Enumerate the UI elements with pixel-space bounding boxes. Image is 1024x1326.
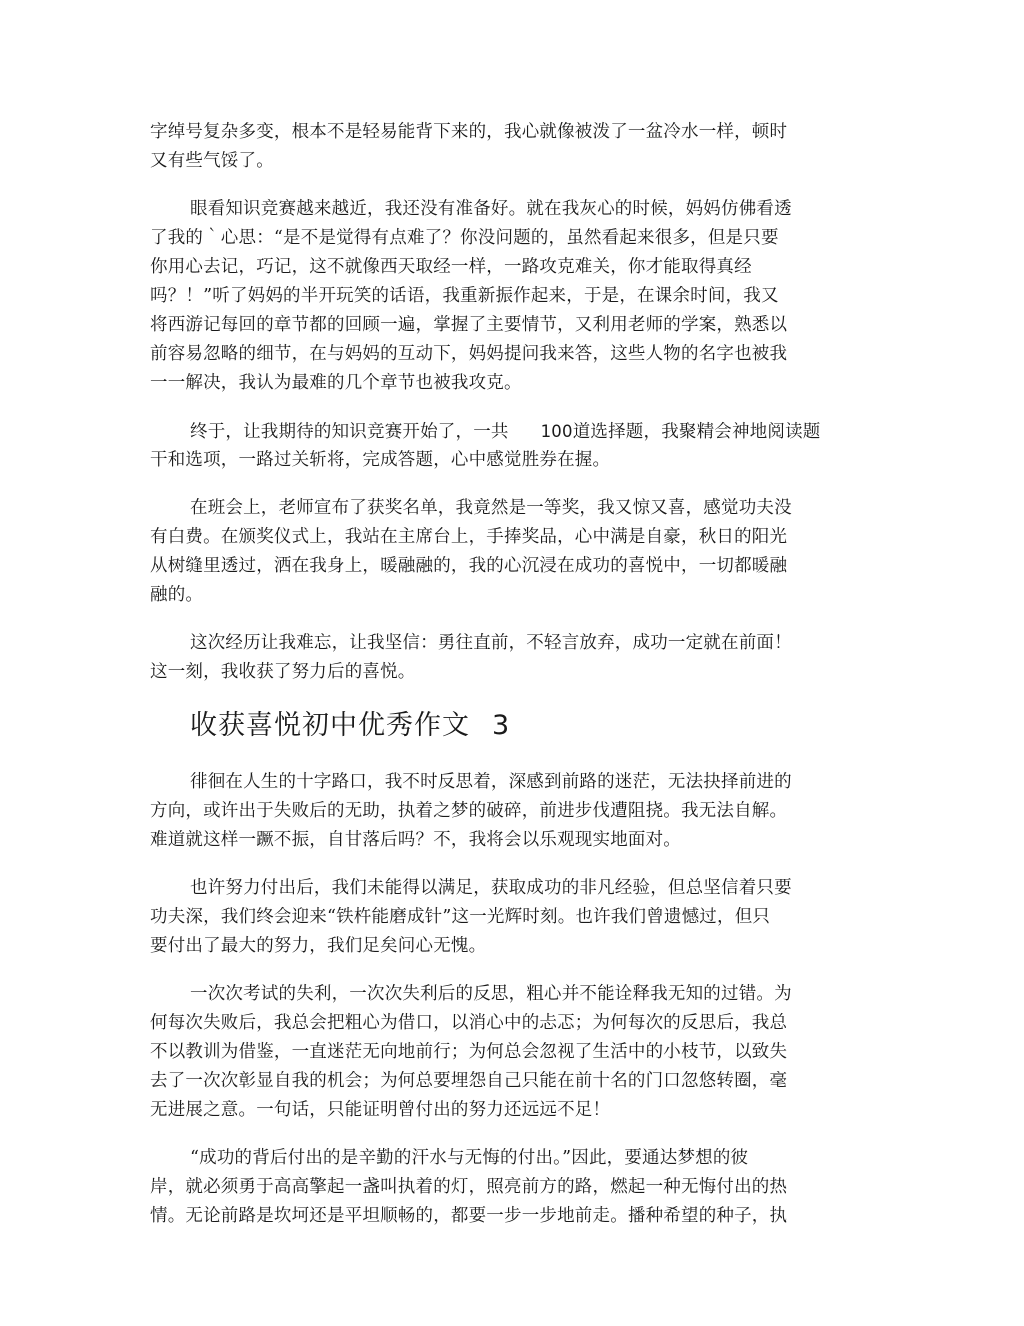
text-line: 眼看知识竞赛越来越近，我还没有准备好。就在我灰心的时候，妈妈仿佛看透 xyxy=(190,199,792,219)
text-line: 无进展之意。一句话，只能证明曾付出的努力还远远不足！ xyxy=(150,1100,611,1120)
text-line: 了我的｀心思：“是不是觉得有点难了？你没问题的，虽然看起来很多，但是只要 xyxy=(150,228,779,248)
text-line: “成功的背后付出的是辛勤的汗水与无悔的付出。”因此，要通达梦想的彼 xyxy=(190,1148,749,1168)
text-line: 情。无论前路是坎坷还是平坦顺畅的，都要一步一步地前走。播种希望的种子，执 xyxy=(150,1206,788,1226)
text-line: 有白费。在颁奖仪式上，我站在主席台上，手捧奖品，心中满是自豪，秋日的阳光 xyxy=(150,527,788,547)
paragraph xyxy=(150,118,850,176)
heading-number: 3 xyxy=(492,710,511,741)
paragraph xyxy=(150,980,850,1125)
text-line: 要付出了最大的努力，我们足矣问心无愧。 xyxy=(150,936,487,956)
text-line: 前容易忽略的细节，在与妈妈的互动下，妈妈提问我来答，这些人物的名字也被我 xyxy=(150,344,788,364)
paragraph xyxy=(150,195,850,398)
question-count: 100 xyxy=(540,422,573,441)
text-line: 何每次失败后，我总会把粗心为借口，以消心中的忐忑；为何每次的反思后，我总 xyxy=(150,1013,788,1033)
text-line: 从树缝里透过，洒在我身上，暖融融的，我的心沉浸在成功的喜悦中，一切都暖融 xyxy=(150,556,788,576)
text-line: 一一解决，我认为最难的几个章节也被我攻克。 xyxy=(150,373,522,393)
text-line: 在班会上，老师宣布了获奖名单，我竟然是一等奖，我又惊又喜，感觉功夫没 xyxy=(190,498,792,518)
text-line: 一次次考试的失利，一次次失利后的反思，粗心并不能诠释我无知的过错。为 xyxy=(190,984,792,1004)
text-segment: 道选择题，我聚精会神地阅读题 xyxy=(572,422,821,442)
text-line: 去了一次次彰显自我的机会；为何总要埋怨自己只能在前十名的门口忽悠转圈，毫 xyxy=(150,1071,788,1091)
text-line: 方向，或许出于失败后的无助，执着之梦的破碎，前进步伐遭阻挠。我无法自解。 xyxy=(150,801,788,821)
text-line: 难道就这样一蹶不振，自甘落后吗？不，我将会以乐观现实地面对。 xyxy=(150,830,681,850)
paragraph xyxy=(150,629,850,687)
text-line: 字绰号复杂多变，根本不是轻易能背下来的，我心就像被泼了一盆冷水一样，顿时 xyxy=(150,122,788,142)
paragraph xyxy=(150,1144,850,1231)
text-line: 也许努力付出后，我们未能得以满足，获取成功的非凡经验，但总坚信着只要 xyxy=(190,878,792,898)
heading-title: 收获喜悦初中优秀作文 xyxy=(190,710,470,741)
text-line: 又有些气馁了。 xyxy=(150,151,274,171)
text-line: 功夫深，我们终会迎来“铁杵能磨成针”这一光辉时刻。也许我们曾遗憾过，但只 xyxy=(150,907,771,927)
text-line: 不以教训为借鉴，一直迷茫无向地前行；为何总会忽视了生活中的小枝节，以致失 xyxy=(150,1042,788,1062)
text-line: 将西游记每回的章节都的回顾一遍，掌握了主要情节，又利用老师的学案，熟悉以 xyxy=(150,315,788,335)
paragraph xyxy=(150,417,850,475)
text-line: 干和选项，一路过关斩将，完成答题，心中感觉胜券在握。 xyxy=(150,450,611,470)
document-page xyxy=(150,118,850,1250)
text-line: 吗？！”听了妈妈的半开玩笑的话语，我重新振作起来，于是，在课余时间，我又 xyxy=(150,286,779,306)
text-line: 你用心去记，巧记，这不就像西天取经一样，一路攻克难关，你才能取得真经 xyxy=(150,257,752,277)
text-line: 这次经历让我难忘，让我坚信：勇往直前，不轻言放弃，成功一定就在前面！ xyxy=(190,633,792,653)
text-segment: 终于，让我期待的知识竞赛开始了，一共 xyxy=(190,422,509,442)
paragraph xyxy=(150,768,850,855)
paragraph xyxy=(150,494,850,610)
text-line: 徘徊在人生的十字路口，我不时反思着，深感到前路的迷茫，无法抉择前进的 xyxy=(190,772,792,792)
text-line: 这一刻，我收获了努力后的喜悦。 xyxy=(150,662,416,682)
text-line: 岸，就必须勇于高高擎起一盏叫执着的灯，照亮前方的路，燃起一种无悔付出的热 xyxy=(150,1177,788,1197)
text-line xyxy=(150,417,850,446)
section-heading xyxy=(190,706,850,746)
paragraph xyxy=(150,874,850,961)
text-line: 融的。 xyxy=(150,585,204,605)
